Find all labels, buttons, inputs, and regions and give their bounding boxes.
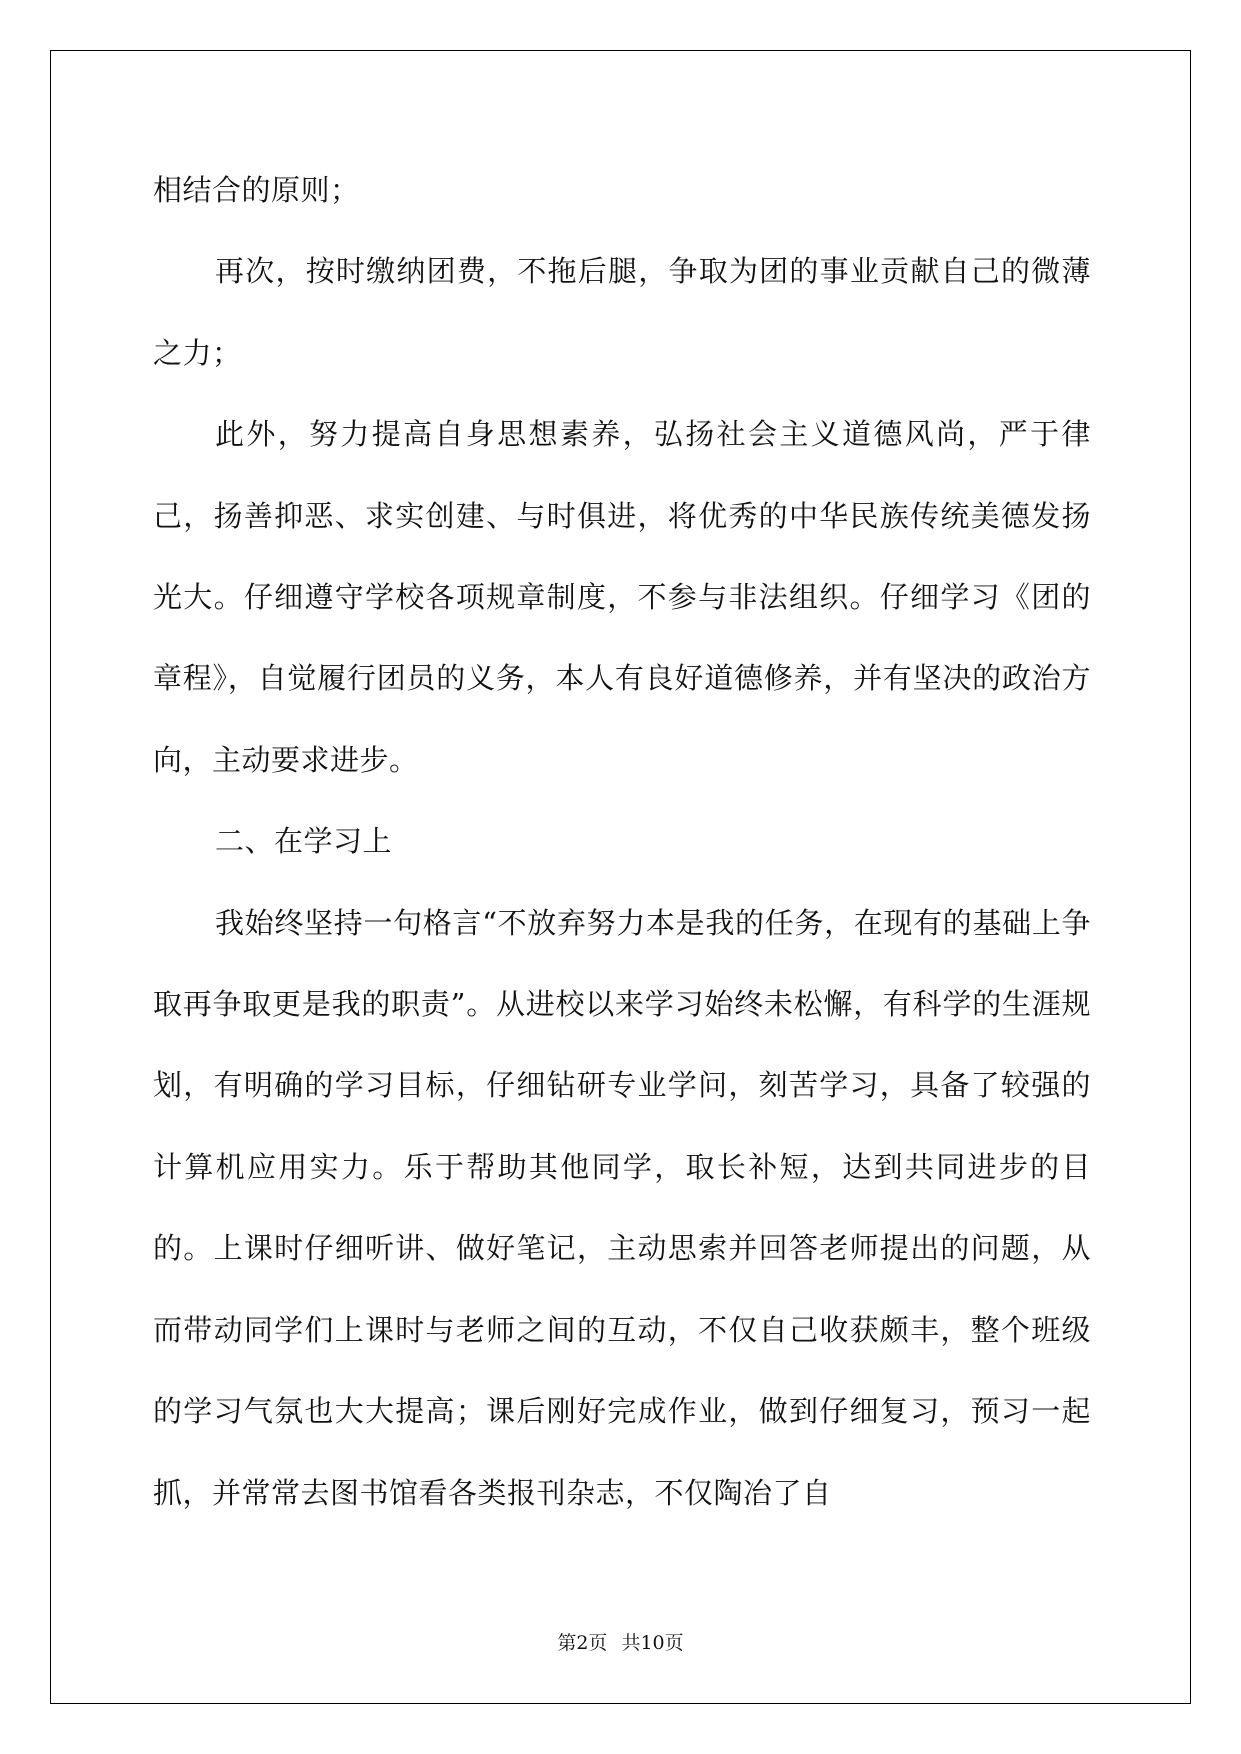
paragraph-3: 此外，努力提高自身思想素养，弘扬社会主义道德风尚，严于律己，扬善抑恶、求实创建、与时俱进，将优秀的中华民族传统美德发扬光大。仔细遵守学校各项规章制度，不参与非法组织。仔细学习《团的章程》，自觉履行团员的义务，本人有良好道德修养，并有坚决的政治方向，主动要求进步。 (153, 417, 1091, 777)
paragraph-5: 我始终坚持一句格言“不放弃努力本是我的任务，在现有的基础上争取再争取更是我的职责”。从进校以来学习始终未松懈，有科学的生涯规划，有明确的学习目标，仔细钻研专业学问，刻苦学习，具备了较强的计算机应用实力。乐于帮助其他同学，取长补短，达到共同进步的目的。上课时仔细听讲、做好笔记，主动思索并回答老师提出的问题，从而带动同学们上课时与老师之间的互动，不仅自己收获颇丰，整个班级的学习气氛也大大提高；课后刚好完成作业，做到仔细复习，预习一起抓，并常常去图书馆看各类报刊杂志，不仅陶冶了自 (153, 905, 1091, 1510)
page-total: 共10页 (621, 1632, 684, 1654)
section-heading-study: 二、在学习上 (215, 824, 393, 859)
document-body (153, 150, 1091, 1534)
page-footer (0, 1628, 1241, 1655)
paragraph-1: 相结合的原则； (153, 173, 360, 207)
paragraph-2: 再次，按时缴纳团费，不拖后腿，争取为团的事业贡献自己的微薄之力； (153, 254, 1091, 370)
page-number: 第2页 (557, 1632, 608, 1654)
